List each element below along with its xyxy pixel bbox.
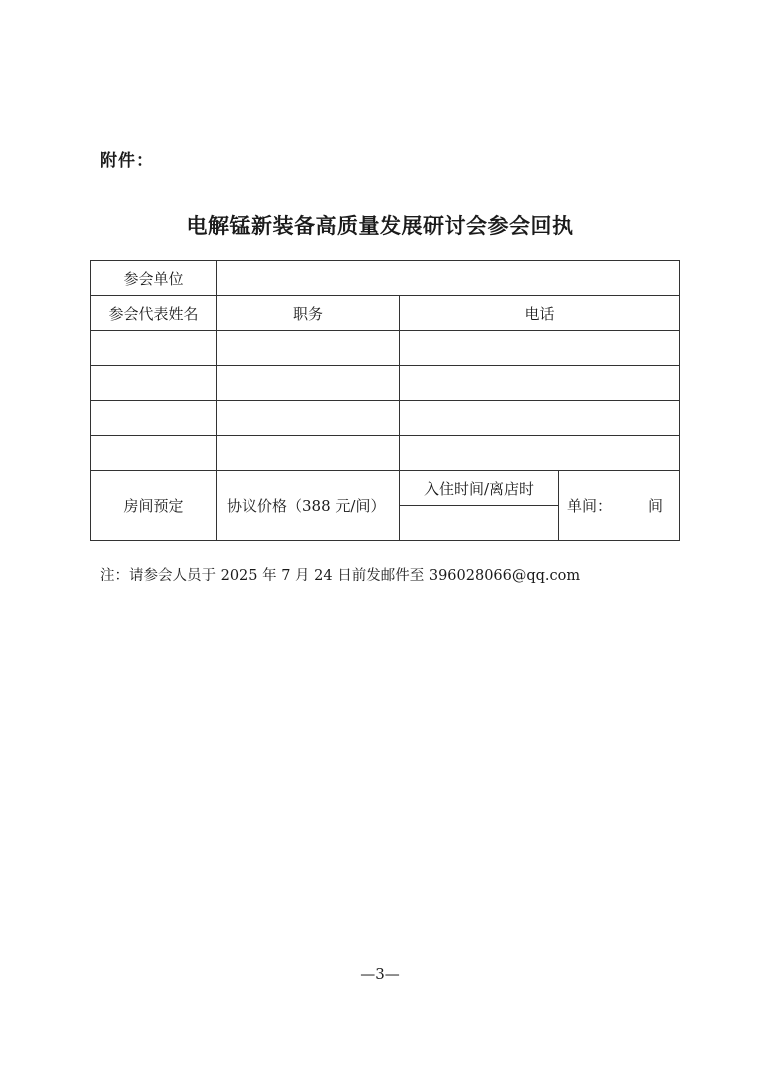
- single-room-cell[interactable]: [559, 471, 680, 541]
- unit-label: 参会单位: [91, 261, 217, 296]
- phone-cell[interactable]: [400, 331, 680, 366]
- name-cell[interactable]: [91, 366, 217, 401]
- header-row: [91, 296, 680, 331]
- table-row: [91, 366, 680, 401]
- position-cell[interactable]: [217, 436, 400, 471]
- header-position: 职务: [217, 296, 400, 331]
- single-room-label: 单间：: [567, 497, 613, 515]
- price-label: 协议价格（388 元/间）: [217, 471, 400, 541]
- position-cell[interactable]: [217, 366, 400, 401]
- table-row: [91, 331, 680, 366]
- document-title: 电解锰新装备高质量发展研讨会参会回执: [186, 213, 574, 238]
- phone-cell[interactable]: [400, 436, 680, 471]
- phone-cell[interactable]: [400, 366, 680, 401]
- room-row-top: [91, 471, 680, 506]
- table-row: [91, 436, 680, 471]
- registration-form-table: [90, 260, 680, 541]
- position-cell[interactable]: [217, 401, 400, 436]
- checkin-value-cell[interactable]: [400, 506, 559, 541]
- room-unit-label: 间: [648, 497, 664, 515]
- checkin-label: 入住时间/离店时: [400, 471, 559, 506]
- header-phone: 电话: [400, 296, 680, 331]
- annex-label: 附件：: [100, 151, 154, 171]
- header-name: 参会代表姓名: [91, 296, 217, 331]
- name-cell[interactable]: [91, 401, 217, 436]
- unit-row: [91, 261, 680, 296]
- position-cell[interactable]: [217, 331, 400, 366]
- name-cell[interactable]: [91, 331, 217, 366]
- table-row: [91, 401, 680, 436]
- name-cell[interactable]: [91, 436, 217, 471]
- page-number: —3—: [360, 965, 400, 983]
- room-booking-label: 房间预定: [91, 471, 217, 541]
- phone-cell[interactable]: [400, 401, 680, 436]
- unit-value-cell[interactable]: [217, 261, 680, 296]
- submission-note: 注：请参会人员于 2025 年 7 月 24 日前发邮件至 396028066@qq.com: [100, 568, 581, 584]
